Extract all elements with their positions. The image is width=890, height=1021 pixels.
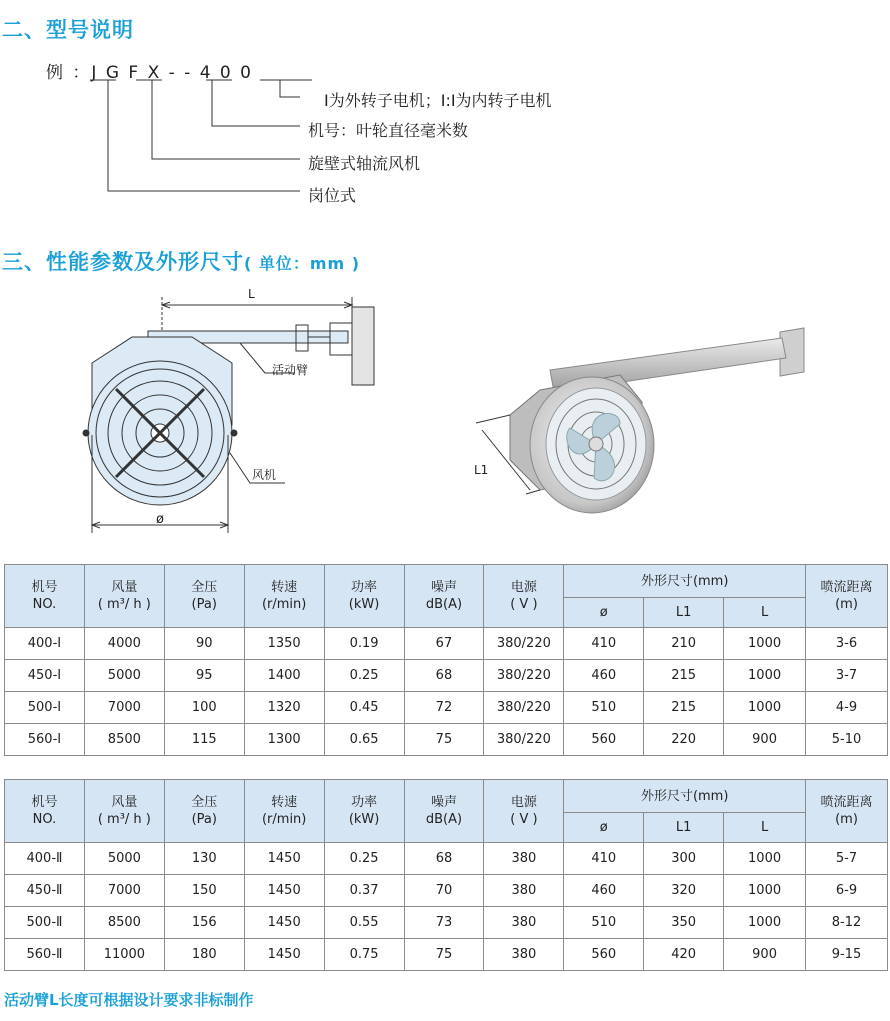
table-cell: 1320	[244, 692, 324, 724]
table-cell: 380/220	[484, 692, 564, 724]
table-cell: 9-15	[806, 939, 888, 971]
table-cell: 560-Ⅰ	[5, 724, 85, 756]
table-cell: 380	[484, 875, 564, 907]
dim-L1-label: L1	[474, 463, 489, 477]
th-flow: 风量 ( m³/ h )	[84, 780, 164, 843]
section-title-model: 二、型号说明	[2, 18, 134, 42]
table-cell: 1000	[724, 628, 806, 660]
legend-fan-type: 旋壁式轴流风机	[308, 154, 421, 173]
table-body-2	[5, 843, 888, 971]
table-cell: 4-9	[806, 692, 888, 724]
table-cell: 900	[724, 724, 806, 756]
table-cell: 1450	[244, 875, 324, 907]
table-cell: 70	[404, 875, 484, 907]
table-cell: 11000	[84, 939, 164, 971]
fan-label: 风机	[252, 468, 277, 482]
table-cell: 410	[564, 628, 644, 660]
table-cell: 420	[644, 939, 724, 971]
table-cell: 215	[644, 692, 724, 724]
table-cell: 380	[484, 907, 564, 939]
th-no: 机号 NO.	[5, 780, 85, 843]
table-cell: 1300	[244, 724, 324, 756]
table-cell: 350	[644, 907, 724, 939]
table-cell: 0.45	[324, 692, 404, 724]
th-power-supply: 电源 ( V )	[484, 565, 564, 628]
table-cell: 0.65	[324, 724, 404, 756]
footnote: 活动臂L长度可根据设计要求非标制作	[4, 991, 254, 1009]
section-title-performance	[2, 246, 360, 276]
th-power: 功率 (kW)	[324, 565, 404, 628]
table-cell: 3-7	[806, 660, 888, 692]
th-spray: 喷流距离 (m)	[806, 780, 888, 843]
table-cell: 460	[564, 660, 644, 692]
table-cell: 0.19	[324, 628, 404, 660]
table-cell: 1000	[724, 875, 806, 907]
table-cell: 400-Ⅱ	[5, 843, 85, 875]
table-cell: 8-12	[806, 907, 888, 939]
table-cell: 1000	[724, 692, 806, 724]
legend-post-type: 岗位式	[308, 186, 357, 205]
th-speed: 转速 (r/min)	[244, 780, 324, 843]
table-cell: 75	[404, 939, 484, 971]
th-dims: 外形尺寸(mm)	[564, 780, 806, 813]
table-cell: 67	[404, 628, 484, 660]
table-cell: 560	[564, 724, 644, 756]
th-l1: L1	[644, 598, 724, 628]
table-cell: 5-10	[806, 724, 888, 756]
table-cell: 500-Ⅱ	[5, 907, 85, 939]
table-cell: 215	[644, 660, 724, 692]
table-cell: 1400	[244, 660, 324, 692]
table-cell: 115	[164, 724, 244, 756]
th-phi: ø	[564, 598, 644, 628]
th-spray: 喷流距离 (m)	[806, 565, 888, 628]
table-cell: 500-Ⅰ	[5, 692, 85, 724]
table-cell: 300	[644, 843, 724, 875]
th-power-supply: 电源 ( V )	[484, 780, 564, 843]
table-row	[5, 939, 888, 971]
th-speed: 转速 (r/min)	[244, 565, 324, 628]
table-cell: 68	[404, 660, 484, 692]
table-cell: 1450	[244, 843, 324, 875]
arm-label: 活动臂	[272, 363, 309, 377]
fan-product-illustration	[470, 320, 820, 535]
table-cell: 4000	[84, 628, 164, 660]
table-cell: 900	[724, 939, 806, 971]
th-no: 机号 NO.	[5, 565, 85, 628]
table-cell: 0.55	[324, 907, 404, 939]
table-cell: 1000	[724, 660, 806, 692]
th-phi: ø	[564, 813, 644, 843]
table-cell: 400-Ⅰ	[5, 628, 85, 660]
th-pressure: 全压 (Pa)	[164, 780, 244, 843]
spec-table-type-2	[4, 779, 888, 971]
table-cell: 380/220	[484, 724, 564, 756]
table-cell: 72	[404, 692, 484, 724]
table-cell: 0.25	[324, 660, 404, 692]
table-cell: 0.75	[324, 939, 404, 971]
table-cell: 380/220	[484, 660, 564, 692]
th-noise: 噪声 dB(A)	[404, 565, 484, 628]
table-row	[5, 907, 888, 939]
table-cell: 1450	[244, 907, 324, 939]
table-row	[5, 724, 888, 756]
table-cell: 0.25	[324, 843, 404, 875]
table-cell: 90	[164, 628, 244, 660]
th-noise: 噪声 dB(A)	[404, 780, 484, 843]
table-cell: 5-7	[806, 843, 888, 875]
fan-diagrams	[0, 280, 890, 540]
table-cell: 560	[564, 939, 644, 971]
table-cell: 150	[164, 875, 244, 907]
table-cell: 0.37	[324, 875, 404, 907]
table-cell: 210	[644, 628, 724, 660]
table-cell: 73	[404, 907, 484, 939]
table-cell: 320	[644, 875, 724, 907]
table-cell: 510	[564, 907, 644, 939]
th-dims: 外形尺寸(mm)	[564, 565, 806, 598]
table-cell: 68	[404, 843, 484, 875]
table-cell: 450-Ⅱ	[5, 875, 85, 907]
model-legend-lines	[0, 70, 320, 200]
spec-table-type-1	[4, 564, 888, 756]
table-cell: 1350	[244, 628, 324, 660]
table-cell: 75	[404, 724, 484, 756]
table-row	[5, 660, 888, 692]
legend-machine-no: 机号：叶轮直径毫米数	[308, 121, 469, 140]
table-row	[5, 692, 888, 724]
th-power: 功率 (kW)	[324, 780, 404, 843]
table-row	[5, 875, 888, 907]
model-code-example: 例 ：J G F X - - 4 0 0	[46, 63, 253, 83]
th-flow: 风量 ( m³/ h )	[84, 565, 164, 628]
th-l: L	[724, 598, 806, 628]
table-cell: 7000	[84, 875, 164, 907]
table-cell: 7000	[84, 692, 164, 724]
table-cell: 450-Ⅰ	[5, 660, 85, 692]
table-cell: 6-9	[806, 875, 888, 907]
table-cell: 8500	[84, 907, 164, 939]
table-body-1	[5, 628, 888, 756]
table-cell: 3-6	[806, 628, 888, 660]
table-cell: 5000	[84, 843, 164, 875]
fan-technical-drawing	[70, 285, 390, 535]
table-cell: 380	[484, 939, 564, 971]
table-cell: 1000	[724, 907, 806, 939]
table-cell: 180	[164, 939, 244, 971]
table-cell: 1000	[724, 843, 806, 875]
table-cell: 380	[484, 843, 564, 875]
unit-note: ( 单位：mm )	[244, 254, 361, 273]
th-l1: L1	[644, 813, 724, 843]
table-cell: 560-Ⅱ	[5, 939, 85, 971]
table-cell: 5000	[84, 660, 164, 692]
table-cell: 156	[164, 907, 244, 939]
th-pressure: 全压 (Pa)	[164, 565, 244, 628]
table-cell: 1450	[244, 939, 324, 971]
dim-L-label: L	[248, 287, 255, 301]
legend-motor-type: Ⅰ为外转子电机；Ⅰ:Ⅰ为内转子电机	[324, 91, 552, 110]
section-title-text: 三、性能参数及外形尺寸	[2, 250, 244, 274]
table-cell: 220	[644, 724, 724, 756]
table-cell: 460	[564, 875, 644, 907]
table-cell: 130	[164, 843, 244, 875]
table-cell: 510	[564, 692, 644, 724]
table-row	[5, 628, 888, 660]
table-row	[5, 843, 888, 875]
table-cell: 95	[164, 660, 244, 692]
table-cell: 100	[164, 692, 244, 724]
table-cell: 8500	[84, 724, 164, 756]
table-cell: 380/220	[484, 628, 564, 660]
table-cell: 410	[564, 843, 644, 875]
th-l: L	[724, 813, 806, 843]
dim-phi-label: ø	[156, 512, 164, 527]
